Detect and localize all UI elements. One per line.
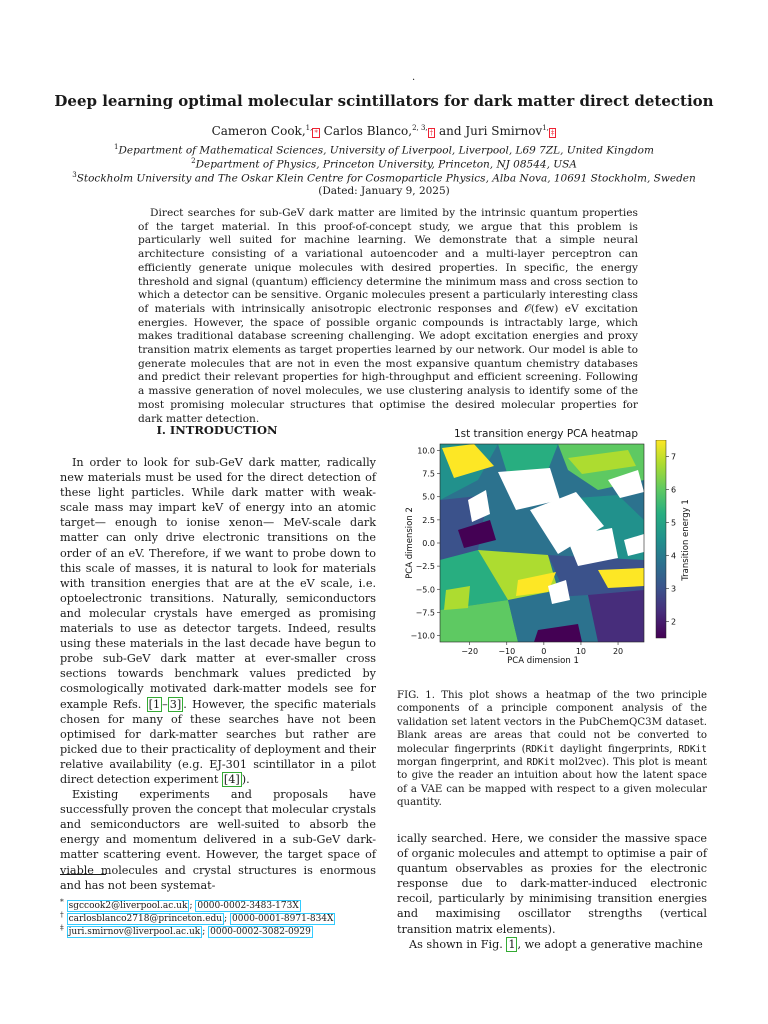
affiliation-text: Department of Mathematical Sciences, University of Liverpool, Liverpool, L69 7ZL, United Kingdom	[118, 144, 654, 157]
colorbar-tick-label: 3	[671, 584, 677, 594]
email-link[interactable]: carlosblanco2718@princeton.edu	[68, 914, 223, 924]
figure-caption	[397, 689, 707, 810]
y-axis-label: PCA dimension 2	[405, 507, 415, 579]
footnote: ‡ juri.smirnov@liverpool.ac.uk ; 0000-0002-3082-0929	[60, 923, 311, 937]
affiliation-text: Department of Physics, Princeton University, Princeton, NJ 08544, USA	[195, 158, 577, 171]
caption-text: FIG. 1. This plot shows a heatmap of the two principle components of a principle component analysis of the validation set latent vectors in the PubChemQC3M dataset. Blank areas are areas that could not be converted to molecular fingerprints (	[397, 690, 707, 755]
paragraph-text: As shown in Fig.	[409, 937, 507, 951]
code-term: RDKit	[526, 757, 556, 769]
footnote: * sgccook2@liverpool.ac.uk ; 0000-0002-3483-173X	[60, 897, 299, 911]
orcid-link[interactable]: 0000-0002-3483-173X	[197, 901, 299, 911]
intro-left-column	[60, 455, 376, 893]
paper-title: Deep learning optimal molecular scintillators for dark matter direct detection	[54, 92, 714, 110]
caption-text: daylight fingerprints,	[554, 743, 679, 755]
paragraph-text: ).	[241, 772, 250, 786]
footnote-rule	[60, 874, 106, 875]
abstract: Direct searches for sub-GeV dark matter are limited by the intrinsic quantum properties of the target material. In this proof-of-concept study, we argue that this problem is particularly well suited for machine learning. We demonstrate that a simple neural architecture consisting of a variational autoencoder and a multi-layer perceptron can efficiently generate unique molecules with desired properties. In specific, the energy threshold and signal (quantum) efficiency determine the minimum mass and cross section to which a detector can be sensitive. Organic molecules present a particularly interesting class of materials with intrinsically anisotropic electronic responses and 𝒪(few) eV excitation energies. However, the space of possible organic compounds is intractably large, which makes traditional database screening challenging. We adopt excitation energies and proxy transition matrix elements as target properties learned by our network. Our model is able to generate molecules that are not in even the most expansive quantum chemistry databases and predict their relevant properties for high-throughput and efficient screening. Following a massive generation of novel molecules, we use clustering analysis to identify some of the most promising molecular structures that optimise the desired molecular properties for dark matter detection.	[138, 207, 638, 425]
author-affil-sup: 2, 3,	[412, 124, 428, 132]
colorbar-tick-label: 6	[671, 485, 677, 495]
footnote: † carlosblanco2718@princeton.edu ; 0000-0001-8971-834X	[60, 910, 334, 924]
pca-heatmap-chart	[398, 440, 698, 675]
x-tick-label: 20	[612, 647, 624, 656]
author-name: Carlos Blanco,	[323, 124, 413, 138]
y-tick-label: 10.0	[417, 446, 435, 456]
dated-line: (Dated: January 9, 2025)	[318, 185, 450, 197]
paragraph: Existing experiments and proposals have successfully proven the concept that molecular crystals and semiconductors are well-suited to absorb the energy and momentum delivered in a sub-GeV dark-matter scattering event. However, the target space of viable molecules and crystal structures is enormous and has not been systemat-	[60, 788, 376, 892]
y-tick-label: −10.0	[410, 631, 435, 641]
y-tick-label: −5.0	[415, 585, 435, 595]
y-tick-label: −7.5	[415, 608, 435, 618]
footnote-mark: ‡	[60, 923, 64, 932]
footnote-mark: *	[60, 897, 64, 906]
y-tick-label: 2.5	[422, 515, 435, 525]
code-term: RDKit	[678, 743, 707, 755]
paragraph: ically searched. Here, we consider the massive space of organic molecules and attempt to optimise a pair of quantum observables as proxies for the electronic response due to dark-matter-induced electronic recoil, particularly by minimising transition energies and maximising oscillator strengths (vertical transition matrix elements).	[397, 832, 707, 936]
affiliation	[0, 157, 768, 171]
chart-title: 1st transition energy PCA heatmap	[453, 428, 639, 440]
colorbar-tick-label: 5	[671, 518, 677, 528]
email-link[interactable]: sgccook2@liverpool.ac.uk	[68, 901, 188, 911]
heatmap-cell	[588, 590, 644, 642]
citation-link[interactable]: [4]	[223, 772, 240, 786]
code-term: RDKit	[525, 743, 555, 755]
section-heading: I. INTRODUCTION	[156, 423, 278, 437]
footnote-link[interactable]: †	[429, 129, 434, 137]
author-affil-sup: 1,	[305, 124, 313, 132]
y-tick-label: 5.0	[422, 492, 435, 502]
affiliation	[0, 171, 768, 185]
footnote-mark: †	[60, 910, 64, 919]
colorbar-tick-label: 2	[671, 617, 677, 627]
affiliation	[0, 143, 768, 157]
author-affil-sup: 1,	[542, 124, 549, 132]
y-tick-label: 7.5	[422, 469, 435, 479]
colorbar-label: Transition energy 1	[681, 499, 691, 581]
colorbar-axis	[666, 453, 676, 627]
caption-text: mol2vec). This plot is meant to give the reader an intuition about how the latent space of a VAE can be mapped with respect to a given molecular quantity.	[397, 757, 708, 809]
affiliation-number: 1	[114, 143, 119, 151]
y-tick-label: 0.0	[422, 539, 435, 548]
heatmap-surface	[440, 444, 644, 642]
header-dot: .	[412, 72, 416, 83]
author-name: Cameron Cook,	[211, 124, 306, 138]
x-tick-label: −10	[498, 647, 516, 656]
affiliation-number: 2	[191, 157, 196, 165]
citation-link[interactable]: 3]	[169, 697, 182, 711]
orcid-link[interactable]: 0000-0002-3082-0929	[210, 927, 311, 937]
x-tick-label: −20	[461, 647, 479, 656]
author-name: and Juri Smirnov	[438, 124, 543, 138]
email-link[interactable]: juri.smirnov@liverpool.ac.uk	[68, 927, 201, 937]
intro-right-column	[397, 831, 707, 952]
caption-text: morgan fingerprint, and	[397, 757, 527, 769]
author-list	[0, 124, 768, 138]
citation-link[interactable]: [1	[148, 697, 161, 711]
colorbar	[656, 440, 666, 638]
paragraph-text: , we adopt a generative machine	[517, 937, 703, 951]
colorbar-tick-label: 4	[671, 551, 677, 561]
footnote-link[interactable]: *	[314, 129, 318, 137]
x-tick-label: 0	[541, 647, 547, 656]
orcid-link[interactable]: 0000-0001-8971-834X	[232, 914, 334, 924]
paragraph-text: In order to look for sub-GeV dark matter, radically new materials must be used for the direct detection of these light particles. While dark matter with weak-scale mass may impart keV of energy into an atomic target— enough to ionise xenon— MeV-scale dark matter can only drive electronic transitions on the order of an eV. Therefore, if we want to probe down to this scale of masses, it is natural to look for materials with transition energies that are at the eV scale, i.e. optoelectronic transitions. Naturally, semiconductors and molecular crystals have emerged as promising materials to use as detector targets. Indeed, results using these materials in the last decade have begun to probe sub-GeV dark matter at ever-smaller cross sections towards benchmark values predicted by cosmologically motivated dark-matter models see for example Refs.	[60, 456, 376, 711]
affiliation-number: 3	[72, 171, 77, 179]
footnote-link[interactable]: ‡	[550, 129, 555, 137]
x-tick-label: 10	[575, 647, 587, 656]
colorbar-tick-label: 7	[671, 452, 677, 462]
paragraph	[397, 937, 707, 952]
affiliation-text: Stockholm University and The Oskar Klein Centre for Cosmoparticle Physics, Alba Nova, 10691 Stockholm, Sweden	[76, 172, 696, 185]
paragraph: In order to look for sub-GeV dark matter, radically new materials must be used for the direct detection of these light particles. While dark matter with weak-scale mass may impart keV of energy into an atomic target— enough to ionise xenon— MeV-scale dark matter can only drive electronic transitions on the order of an eV. Therefore, if we want to probe down to this scale of masses, it is natural to look for materials with transition energies that are at the eV scale, i.e. optoelectronic transitions. Naturally, semiconductors and molecular crystals have emerged as promising materials to use as detector targets. Indeed, results using these materials in the last decade have begun to probe sub-GeV dark matter at ever-smaller cross sections towards benchmark values predicted by cosmologically motivated dark-matter models see for example Refs. [1 – 3] . However, the specific materials chosen for many of these searches have not been optimised for dark-matter searches but rather are picked due to their practicality of deployment and their relative availability (e.g. EJ-301 scintillator in a pilot direct detection experiment [4] ).	[60, 456, 376, 786]
figure-link[interactable]: 1	[508, 937, 516, 951]
x-axis	[461, 642, 623, 656]
x-axis-label: PCA dimension 1	[507, 656, 579, 666]
paragraph-text: . However, the specific materials chosen for many of these searches have not been optimised for dark-matter searches but rather are picked due to their practicality of deployment and their relative availability (e.g. EJ-301 scintillator in a pilot direct detection experiment	[60, 697, 376, 786]
y-tick-label: −2.5	[415, 562, 435, 572]
